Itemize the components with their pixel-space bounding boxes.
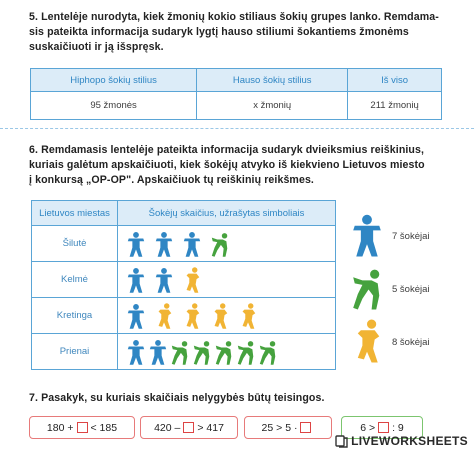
yellow-dancer-icon (350, 318, 384, 367)
dancer-symbols (118, 262, 336, 298)
dance-styles-table (30, 68, 442, 120)
city-name: Kelmė (32, 262, 118, 298)
header-symbols: Šokėjų skaičius, užrašytas simboliais (118, 201, 336, 226)
inequality-right: < 185 (90, 421, 118, 434)
legend-label: 7 šokėjai (392, 230, 430, 242)
liveworksheets-logo-icon (335, 434, 349, 448)
answer-square[interactable] (77, 422, 88, 433)
task5-line: sis pateikta informacija sudaryk lygtį hauso stiliumi šokantiems žmonėms (29, 25, 409, 38)
task6-line: į konkursą „OP-OP". Apskaičiuok tų reiškinių reikšmes. (29, 173, 314, 186)
task5-line: suskaičiuoti ir ją išspręsk. (29, 40, 164, 53)
blue-dancer-icon (182, 229, 202, 259)
yellow-dancer-icon (350, 318, 384, 364)
inequality-left: 180 + (46, 421, 74, 434)
blue-dancer-icon (350, 212, 384, 261)
yellow-dancer-icon (154, 301, 174, 331)
value-hiphop: 95 žmonės (31, 92, 197, 120)
value-total: 211 žmonių (348, 92, 442, 120)
blue-dancer-icon (350, 212, 384, 258)
blue-dancer-icon (126, 265, 146, 295)
green-dancer-icon (214, 337, 234, 367)
blue-dancer-icon (154, 265, 174, 295)
task5-text (29, 10, 449, 54)
blue-dancer-icon (126, 229, 146, 259)
inequality-box-2 (140, 416, 238, 439)
inequality-box-1 (29, 416, 135, 439)
yellow-dancer-icon (210, 301, 230, 331)
task6-line: 6. Remdamasis lentelėje pateikta informacija sudaryk dvieiksmius reiškinius, (29, 144, 425, 156)
legend-label: 8 šokėjai (392, 336, 430, 348)
city-name: Prienai (32, 334, 118, 370)
blue-dancer-icon (148, 337, 168, 367)
table-row (32, 298, 336, 334)
value-house: x žmonių (197, 92, 348, 120)
table-row (32, 226, 336, 262)
dancer-symbols (118, 226, 336, 262)
blue-dancer-icon (154, 229, 174, 259)
yellow-dancer-icon (182, 265, 202, 295)
green-dancer-icon (350, 265, 384, 314)
header-city: Lietuvos miestas (32, 201, 118, 226)
green-dancer-icon (210, 229, 230, 259)
legend-label: 5 šokėjai (392, 283, 430, 295)
blue-dancer-icon (126, 301, 146, 331)
cities-dancers-table (31, 200, 336, 370)
section-divider (0, 128, 474, 129)
watermark-text: LIVEWORKSHEETS (351, 434, 468, 448)
task6-text (29, 143, 459, 187)
header-total: Iš viso (348, 69, 442, 92)
header-hiphop: Hiphopo šokių stilius (31, 69, 197, 92)
dancer-symbols (118, 298, 336, 334)
inequality-left: 420 – (154, 421, 181, 434)
city-name: Šilutė (32, 226, 118, 262)
inequality-left: 6 > (360, 421, 376, 434)
dancer-symbols (118, 334, 336, 370)
inequality-right: > 417 (197, 421, 224, 434)
answer-square[interactable] (183, 422, 194, 433)
yellow-dancer-icon (238, 301, 258, 331)
legend-item (350, 318, 470, 366)
city-name: Kretinga (32, 298, 118, 334)
legend-item (350, 212, 470, 260)
table-row (32, 262, 336, 298)
dancer-legend (350, 212, 470, 366)
task7-text: 7. Pasakyk, su kuriais skaičiais nelygybės būtų teisingos. (29, 392, 325, 404)
green-dancer-icon (170, 337, 190, 367)
watermark (335, 434, 468, 448)
task5-line: 5. Lentelėje nurodyta, kiek žmonių kokio stiliaus šokių grupes lanko. Remdama- (29, 11, 439, 23)
task6-line: kuriais galėtum apskaičiuoti, kiek šokėjų atvyko iš kiekvieno Lietuvos miesto (29, 158, 425, 171)
answer-square[interactable] (378, 422, 389, 433)
blue-dancer-icon (126, 337, 146, 367)
green-dancer-icon (236, 337, 256, 367)
green-dancer-icon (258, 337, 278, 367)
legend-item (350, 265, 470, 313)
green-dancer-icon (192, 337, 212, 367)
inequality-box-3 (244, 416, 332, 439)
answer-square[interactable] (300, 422, 311, 433)
green-dancer-icon (350, 265, 384, 311)
yellow-dancer-icon (182, 301, 202, 331)
table-row (32, 334, 336, 370)
header-house: Hauso šokių stilius (197, 69, 348, 92)
inequality-left: 25 > 5 · (261, 421, 298, 434)
inequality-right: : 9 (392, 421, 404, 434)
